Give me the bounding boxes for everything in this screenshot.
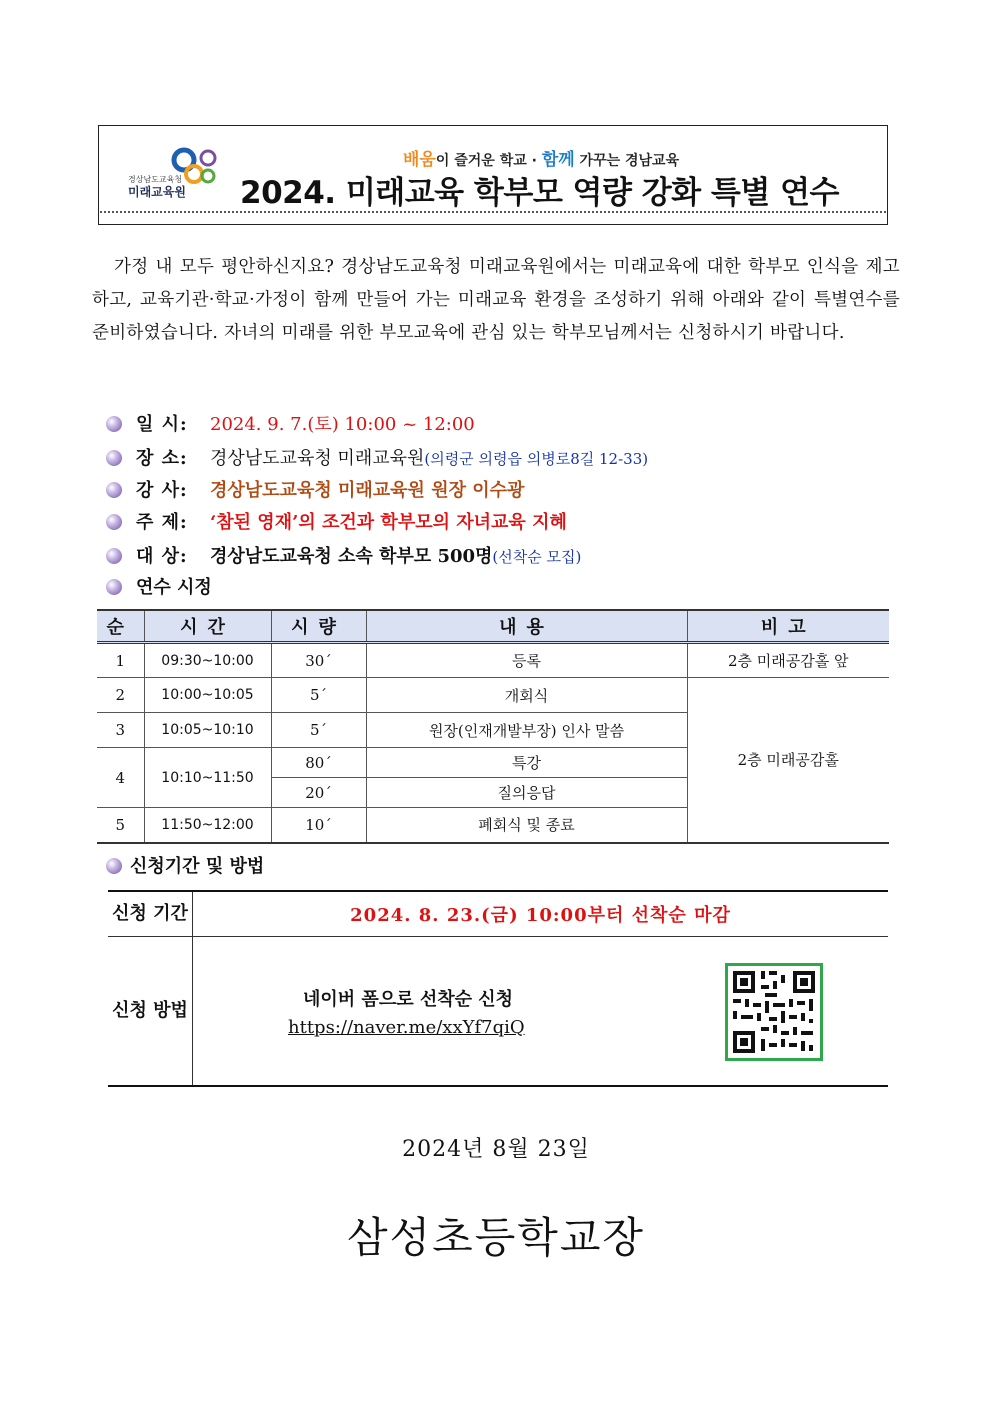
method-text: 네이버 폼으로 선착순 신청 bbox=[303, 988, 514, 1010]
bullet-icon bbox=[106, 858, 122, 874]
cell-note: 2층 미래공감홀 앞 bbox=[687, 643, 889, 678]
info-value bbox=[210, 542, 581, 568]
info-value: 2024. 9. 7.(토) 10:00 ~ 12:00 bbox=[210, 414, 475, 435]
qr-code-icon[interactable] bbox=[725, 963, 823, 1061]
cell-no: 5 bbox=[97, 808, 144, 843]
cell-content: 개회식 bbox=[366, 678, 687, 713]
issuer-signature: 삼성초등학교장 bbox=[346, 1213, 645, 1262]
info-value bbox=[210, 444, 648, 470]
logo-name-text: 미래교육원 bbox=[128, 185, 186, 199]
slogan-highlight-1: 배움 bbox=[403, 150, 436, 170]
application-table bbox=[108, 890, 888, 1087]
bullet-icon bbox=[106, 548, 122, 564]
cell-duration: 10´ bbox=[271, 808, 366, 843]
cell-duration: 5´ bbox=[271, 678, 366, 713]
cell-note: 2층 미래공감홀 bbox=[687, 678, 889, 843]
table-row bbox=[108, 891, 888, 936]
cell-content: 질의응답 bbox=[366, 778, 687, 808]
cell-duration: 80´ bbox=[271, 748, 366, 778]
cell-duration: 5´ bbox=[271, 713, 366, 748]
place-address: (의령군 의령읍 의병로8길 12-33) bbox=[424, 450, 649, 468]
target-value: 경상남도교육청 소속 학부모 500명 bbox=[210, 546, 493, 567]
logo-org-text: 경상남도교육청 bbox=[128, 175, 183, 184]
column-header: 시량 bbox=[271, 610, 366, 643]
cell-content: 등록 bbox=[366, 643, 687, 678]
column-header: 시간 bbox=[144, 610, 271, 643]
column-header: 비고 bbox=[687, 610, 889, 643]
table-header-row bbox=[97, 610, 889, 643]
column-header: 순 bbox=[97, 610, 144, 643]
document-date: 2024년 8월 23일 bbox=[402, 1137, 590, 1162]
info-label: 대 상: bbox=[136, 546, 188, 567]
bullet-icon bbox=[106, 416, 122, 432]
table-row bbox=[108, 936, 888, 1086]
schedule-table bbox=[97, 609, 889, 844]
section-heading: 연수 시정 bbox=[136, 577, 212, 598]
place-name: 경상남도교육청 미래교육원 bbox=[210, 448, 425, 469]
intro-paragraph: 가정 내 모두 평안하신지요? 경상남도교육청 미래교육원에서는 미래교육에 대한 학부모 인식을 제고하고, 교육기관·학교·가정이 함께 만들어 가는 미래교육 환경을 조성하기 위해 아래와 같이 특별연수를 준비하였습니다. 자녀의 미래를 위한 부모교육에 관심 있는 학부모님께서는 신청하시기 바랍니다. bbox=[92, 257, 900, 343]
cell-no: 3 bbox=[97, 713, 144, 748]
bullet-icon bbox=[106, 450, 122, 466]
cell-no: 2 bbox=[97, 678, 144, 713]
info-value: 경상남도교육청 미래교육원 원장 이수광 bbox=[210, 480, 525, 501]
cell-duration: 30´ bbox=[271, 643, 366, 678]
section-heading: 신청기간 및 방법 bbox=[130, 856, 265, 877]
slogan-text-1: 이 즐거운 학교 · bbox=[435, 153, 542, 169]
cell-content: 원장(인재개발부장) 인사 말씀 bbox=[366, 713, 687, 748]
info-label: 주 제: bbox=[136, 512, 188, 533]
method-cell bbox=[193, 936, 889, 1086]
method-label: 신청 방법 bbox=[108, 936, 193, 1086]
period-label: 신청 기간 bbox=[108, 891, 193, 936]
slogan-highlight-2: 함께 bbox=[541, 150, 575, 170]
info-label: 강 사: bbox=[136, 480, 188, 501]
info-value: ‘참된 영재’의 조건과 학부모의 자녀교육 지혜 bbox=[210, 512, 567, 533]
info-label: 장 소: bbox=[136, 448, 188, 469]
table-row bbox=[97, 678, 889, 713]
bullet-icon bbox=[106, 482, 122, 498]
cell-time: 09:30~10:00 bbox=[144, 643, 271, 678]
cell-time: 10:10~11:50 bbox=[144, 748, 271, 808]
form-link[interactable]: https://naver.me/xxYf7qiQ bbox=[288, 1016, 525, 1038]
cell-time: 10:00~10:05 bbox=[144, 678, 271, 713]
cell-content: 폐회식 및 종료 bbox=[366, 808, 687, 843]
target-note: (선착순 모집) bbox=[492, 548, 582, 566]
cell-content: 특강 bbox=[366, 748, 687, 778]
info-label: 일 시: bbox=[136, 414, 188, 435]
bullet-icon bbox=[106, 579, 122, 595]
cell-time: 11:50~12:00 bbox=[144, 808, 271, 843]
slogan-text-2: 가꾸는 경남교육 bbox=[574, 153, 680, 169]
cell-time: 10:05~10:10 bbox=[144, 713, 271, 748]
column-header: 내용 bbox=[366, 610, 687, 643]
bullet-icon bbox=[106, 514, 122, 530]
period-value: 2024. 8. 23.(금) 10:00부터 선착순 마감 bbox=[193, 891, 889, 936]
table-row bbox=[97, 643, 889, 678]
cell-no: 4 bbox=[97, 748, 144, 808]
cell-no: 1 bbox=[97, 643, 144, 678]
page-title: 2024. 미래교육 학부모 역량 강화 특별 연수 bbox=[240, 175, 839, 211]
cell-duration: 20´ bbox=[271, 778, 366, 808]
